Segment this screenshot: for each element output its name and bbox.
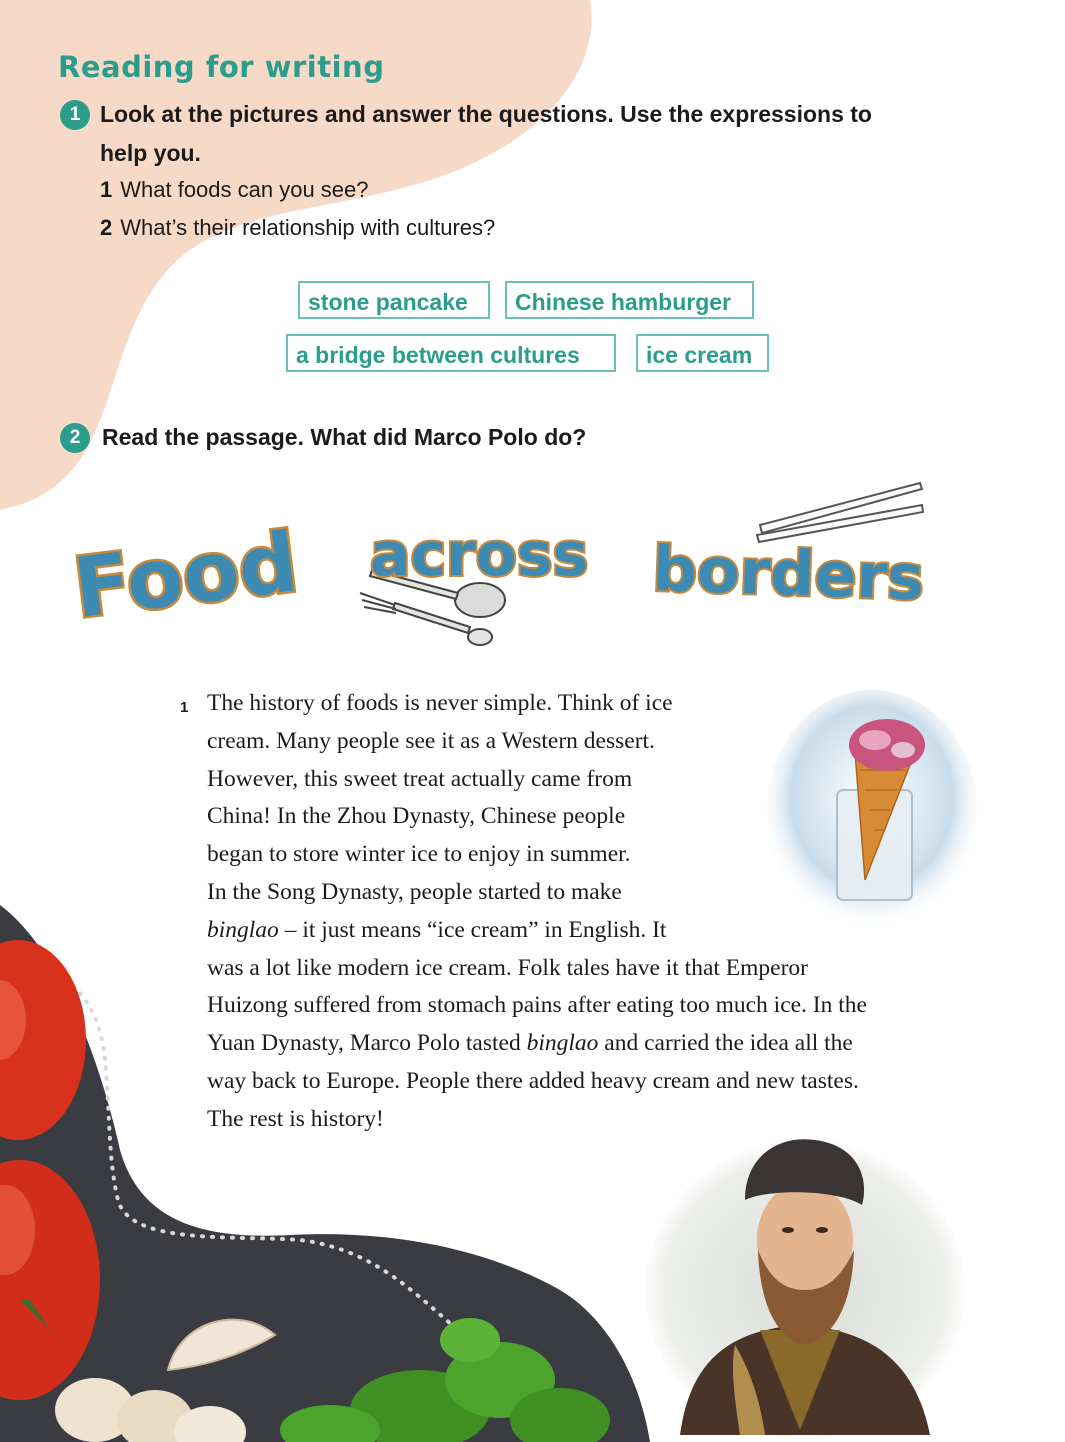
title-word-borders: borders [651, 532, 926, 615]
chopsticks-icon [757, 483, 923, 542]
task1-instruction-line: help you. [100, 140, 201, 166]
passage-line: way back to Europe. People there added heavy cream and new tastes. [207, 1067, 859, 1094]
expression-ice-cream: ice cream [636, 334, 769, 372]
passage-line: In the Song Dynasty, people started to make [207, 878, 622, 905]
passage-line: China! In the Zhou Dynasty, Chinese people [207, 803, 626, 830]
paragraph-number: 1 [180, 699, 189, 716]
passage-line: The history of foods is never simple. Think of ice [207, 690, 673, 716]
task1-instruction-line: Look at the pictures and answer the questions. Use the expressions to [100, 101, 872, 127]
task-number-badge: 2 [60, 423, 90, 453]
article-title [60, 475, 960, 665]
section-title: Reading for writing [58, 50, 385, 84]
passage-line: began to store winter ice to enjoy in summer. [207, 841, 631, 868]
passage-line: binglao – it just means “ice cream” in English. It [207, 916, 667, 943]
expression-stone-pancake: stone pancake [298, 281, 490, 319]
passage-line: was a lot like modern ice cream. Folk tales have it that Emperor [207, 954, 809, 981]
passage-line: However, this sweet treat actually came from [207, 765, 633, 792]
passage-line: Huizong suffered from stomach pains after eating too much ice. In the [207, 992, 867, 1019]
passage-line: The rest is history! [207, 1105, 384, 1132]
question-number: 2 [100, 215, 113, 240]
expression-chinese-hamburger: Chinese hamburger [505, 281, 754, 319]
question-text: What’s their relationship with cultures? [120, 215, 496, 240]
question-1 [100, 171, 369, 209]
question-number: 1 [100, 177, 113, 202]
task1-instruction [100, 95, 980, 173]
passage-line: Yuan Dynasty, Marco Polo tasted binglao and carried the idea all the [207, 1030, 853, 1057]
passage-italic-term: binglao [526, 1030, 599, 1057]
task-number-badge: 1 [60, 100, 90, 130]
task2-instruction: Read the passage. What did Marco Polo do? [102, 424, 587, 450]
title-word-food: Food [68, 515, 303, 637]
passage-line: cream. Many people see it as a Western dessert. [207, 727, 655, 754]
question-2 [100, 209, 495, 247]
title-word-across: across [370, 520, 589, 590]
passage-italic-term: binglao [207, 916, 279, 943]
marco-polo-portrait [640, 1130, 970, 1440]
expression-bridge-between-cultures: a bridge between cultures [286, 334, 616, 372]
question-text: What foods can you see? [120, 177, 369, 202]
